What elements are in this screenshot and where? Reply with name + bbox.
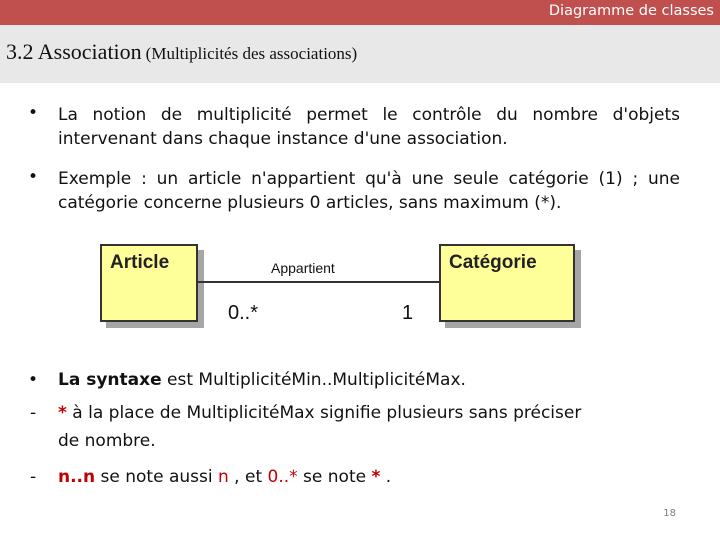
shorthand-n: n	[218, 467, 229, 487]
multiplicity-article-side: 0..*	[228, 302, 259, 324]
bullet-marker: •	[28, 370, 39, 390]
association-name: Appartient	[271, 260, 335, 276]
star-rule-text: à la place de MultiplicitéMax signifie plusieurs sans préciser	[66, 403, 582, 423]
class-box-categorie	[439, 244, 575, 322]
shorthand-text: .	[380, 467, 392, 487]
class-box-article	[100, 244, 198, 322]
association-line	[198, 281, 439, 283]
page-number: 18	[663, 508, 676, 519]
shorthand-text: se note aussi	[95, 467, 218, 487]
section-title: Diagramme de classes	[548, 3, 714, 19]
uml-association-diagram	[90, 238, 590, 330]
star-rule	[58, 403, 581, 423]
slide-title	[6, 39, 357, 65]
slide-title-sub: (Multiplicités des associations)	[145, 44, 358, 63]
shorthand-text: se note	[297, 467, 372, 487]
top-banner	[0, 0, 720, 25]
title-bar	[0, 25, 720, 83]
shorthand-nn: n..n	[58, 467, 96, 487]
shorthand-star: *	[371, 467, 381, 487]
star-rule-continuation: de nombre.	[58, 431, 156, 451]
bullet-example: Exemple : un article n'appartient qu'à une seule catégorie (1) ; une catégorie concerne plusieurs 0 articles, sans maximum (*).	[58, 169, 680, 213]
shorthand-rule	[58, 467, 391, 487]
bullet-marker: •	[28, 167, 39, 187]
multiplicity-categorie-side: 1	[402, 302, 414, 324]
bullet-multiplicity-definition: La notion de multiplicité permet le contrôle du nombre d'objets intervenant dans chaque instance d'une association.	[58, 105, 680, 149]
star-symbol: *	[58, 403, 67, 423]
class-name-categorie: Catégorie	[449, 252, 537, 273]
syntax-keyword: La syntaxe	[58, 370, 162, 390]
dash-marker: -	[30, 467, 37, 487]
dash-marker: -	[30, 403, 37, 423]
shorthand-zero-star: 0..*	[267, 467, 298, 487]
slide-title-main: 3.2 Association	[6, 39, 142, 64]
syntax-text: est MultiplicitéMin..MultiplicitéMax.	[161, 370, 466, 390]
syntax-rule	[58, 370, 466, 390]
bullet-marker: •	[28, 103, 39, 123]
shorthand-text: , et	[228, 467, 268, 487]
class-name-article: Article	[110, 252, 170, 273]
